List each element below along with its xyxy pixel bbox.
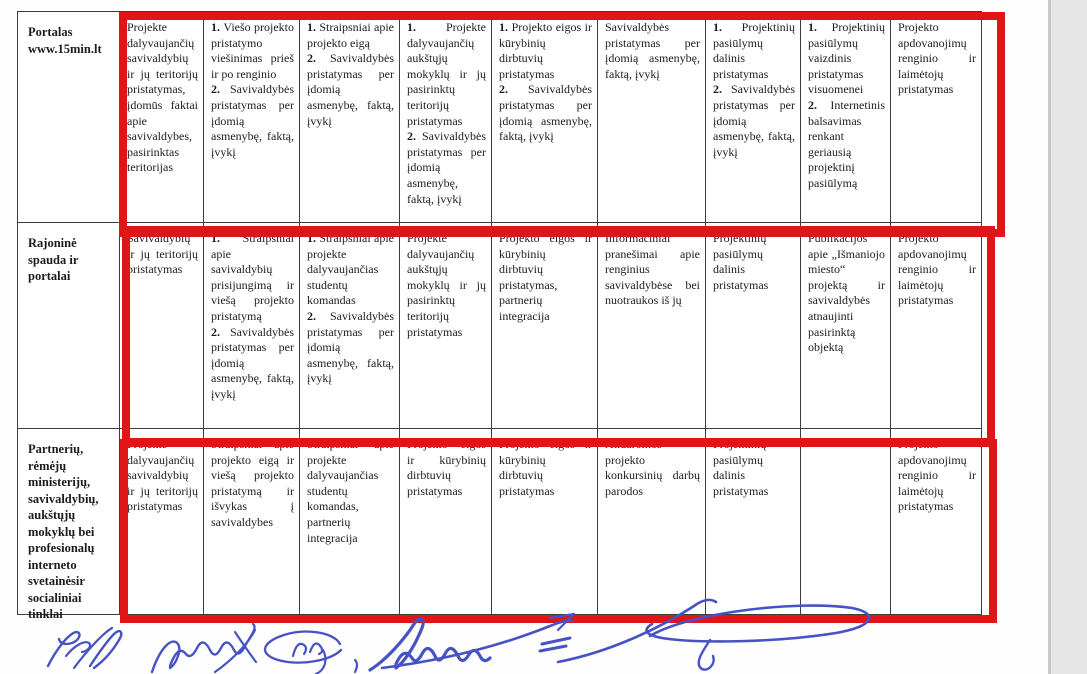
table-cell: Informaciniai pranešimai apie renginius savivaldybėse bei nuotraukos iš jų (598, 223, 706, 429)
table-cell: 1. Straipsniai apie savivaldybių prisijungimą ir viešą projekto pristatymą 2. Savivaldybės pristatymas per įdomią asmenybę, faktą, įvykį (204, 223, 300, 429)
table-cell: Projekto apdovanojimų renginio ir laimėtojų pristatymas (891, 429, 982, 615)
table-cell: 1. Straipsniai apie projekto eigą 2. Savivaldybės pristatymas per įdomią asmenybę, faktą, įvykį (300, 12, 400, 223)
table-cell: Projekto eigos ir kūrybinių dirbtuvių pristatymas, partnerių integracija (492, 223, 598, 429)
table-cell: 1. Projektinių pasiūlymų vaizdinis pristatymas visuomenei 2. Internetinis balsavimas renkant geriausią projektinį pasiūlymą (801, 12, 891, 223)
table-cell: Projekto apdovanojimų renginio ir laimėtojų pristatymas (891, 223, 982, 429)
table-cell: Projekto eigos ir kūrybinių dirbtuvių pristatymas (492, 429, 598, 615)
table-cell: Projekto apdovanojimų renginio ir laimėtojų pristatymas (891, 12, 982, 223)
table-cell: Projektinių pasiūlymų dalinis pristatymas (706, 429, 801, 615)
viewer-background-strip (1048, 0, 1087, 674)
table-cell: - (801, 429, 891, 615)
table-cell: 1. Projekte dalyvaujančių aukštųjų mokyklų ir jų pasirinktų teritorijų pristatymas 2. Savivaldybės pristatymas per įdomią asmenybę, faktą, įvykį (400, 12, 492, 223)
table-row (18, 429, 982, 615)
table-cell: 1. Projekto eigos ir kūrybinių dirbtuvių pristatymas 2. Savivaldybės pristatymas per įdomią asmenybę, faktą, įvykį (492, 12, 598, 223)
table-cell: Projekte dalyvaujančių savivaldybių ir jų teritorijų pristatymas, įdomūs faktai apie savivaldybes, pasirinktas teritorijas (120, 12, 204, 223)
table-cell: Projekte dalyvaujančių aukštųjų mokyklų ir jų pasirinktų teritorijų pristatymas (400, 223, 492, 429)
row-header: Portalas www.15min.lt (18, 12, 120, 223)
table-cell: Projektinių pasiūlymų dalinis pristatymas (706, 223, 801, 429)
table-row (18, 223, 982, 429)
table-cell: 1. Projektinių pasiūlymų dalinis pristatymas 2. Savivaldybės pristatymas per įdomią asmenybę, faktą, įvykį (706, 12, 801, 223)
table-cell: Projekte dalyvaujančių savivaldybių ir jų teritorijų pristatymas (120, 429, 204, 615)
row-header: Rajoninė spauda ir portalai (18, 223, 120, 429)
table-cell: 1. Viešo projekto pristatymo viešinimas prieš ir po renginio 2. Savivaldybės pristatymas per įdomią asmenybę, faktą, įvykį (204, 12, 300, 223)
table-cell: Publikacijos apie „Išmaniojo miesto“ projektą ir savivaldybės atnaujinti pasirinktą objektą (801, 223, 891, 429)
table-cell: Straipsniai apie projekte dalyvaujančias studentų komandas, partnerių integracija (300, 429, 400, 615)
table-cell: Savivaldybės pristatymas per įdomią asmenybę, faktą, įvykį (598, 12, 706, 223)
table-cell: Projekto eigos ir kūrybinių dirbtuvių pristatymas (400, 429, 492, 615)
publicity-plan-table (17, 11, 982, 621)
table-cell: Straipsniai apie projekto eigą ir viešą projekto pristatymą ir išvykas į savivaldybes (204, 429, 300, 615)
table-cell: 1. Straipsniai apie projekte dalyvaujančias studentų komandas 2. Savivaldybės pristatymas per įdomią asmenybę, faktą, įvykį (300, 223, 400, 429)
row-header: Partnerių, rėmėjų ministerijų, savivaldybių, aukštųjų mokyklų bei profesionalų interneto svetainėsir socialiniai tinklai (18, 429, 120, 615)
table-cell: Savivaldybių ir jų teritorijų pristatymas (120, 223, 204, 429)
table-cell: Atidaromos projekto konkursinių darbų parodos (598, 429, 706, 615)
table-row (18, 12, 982, 223)
